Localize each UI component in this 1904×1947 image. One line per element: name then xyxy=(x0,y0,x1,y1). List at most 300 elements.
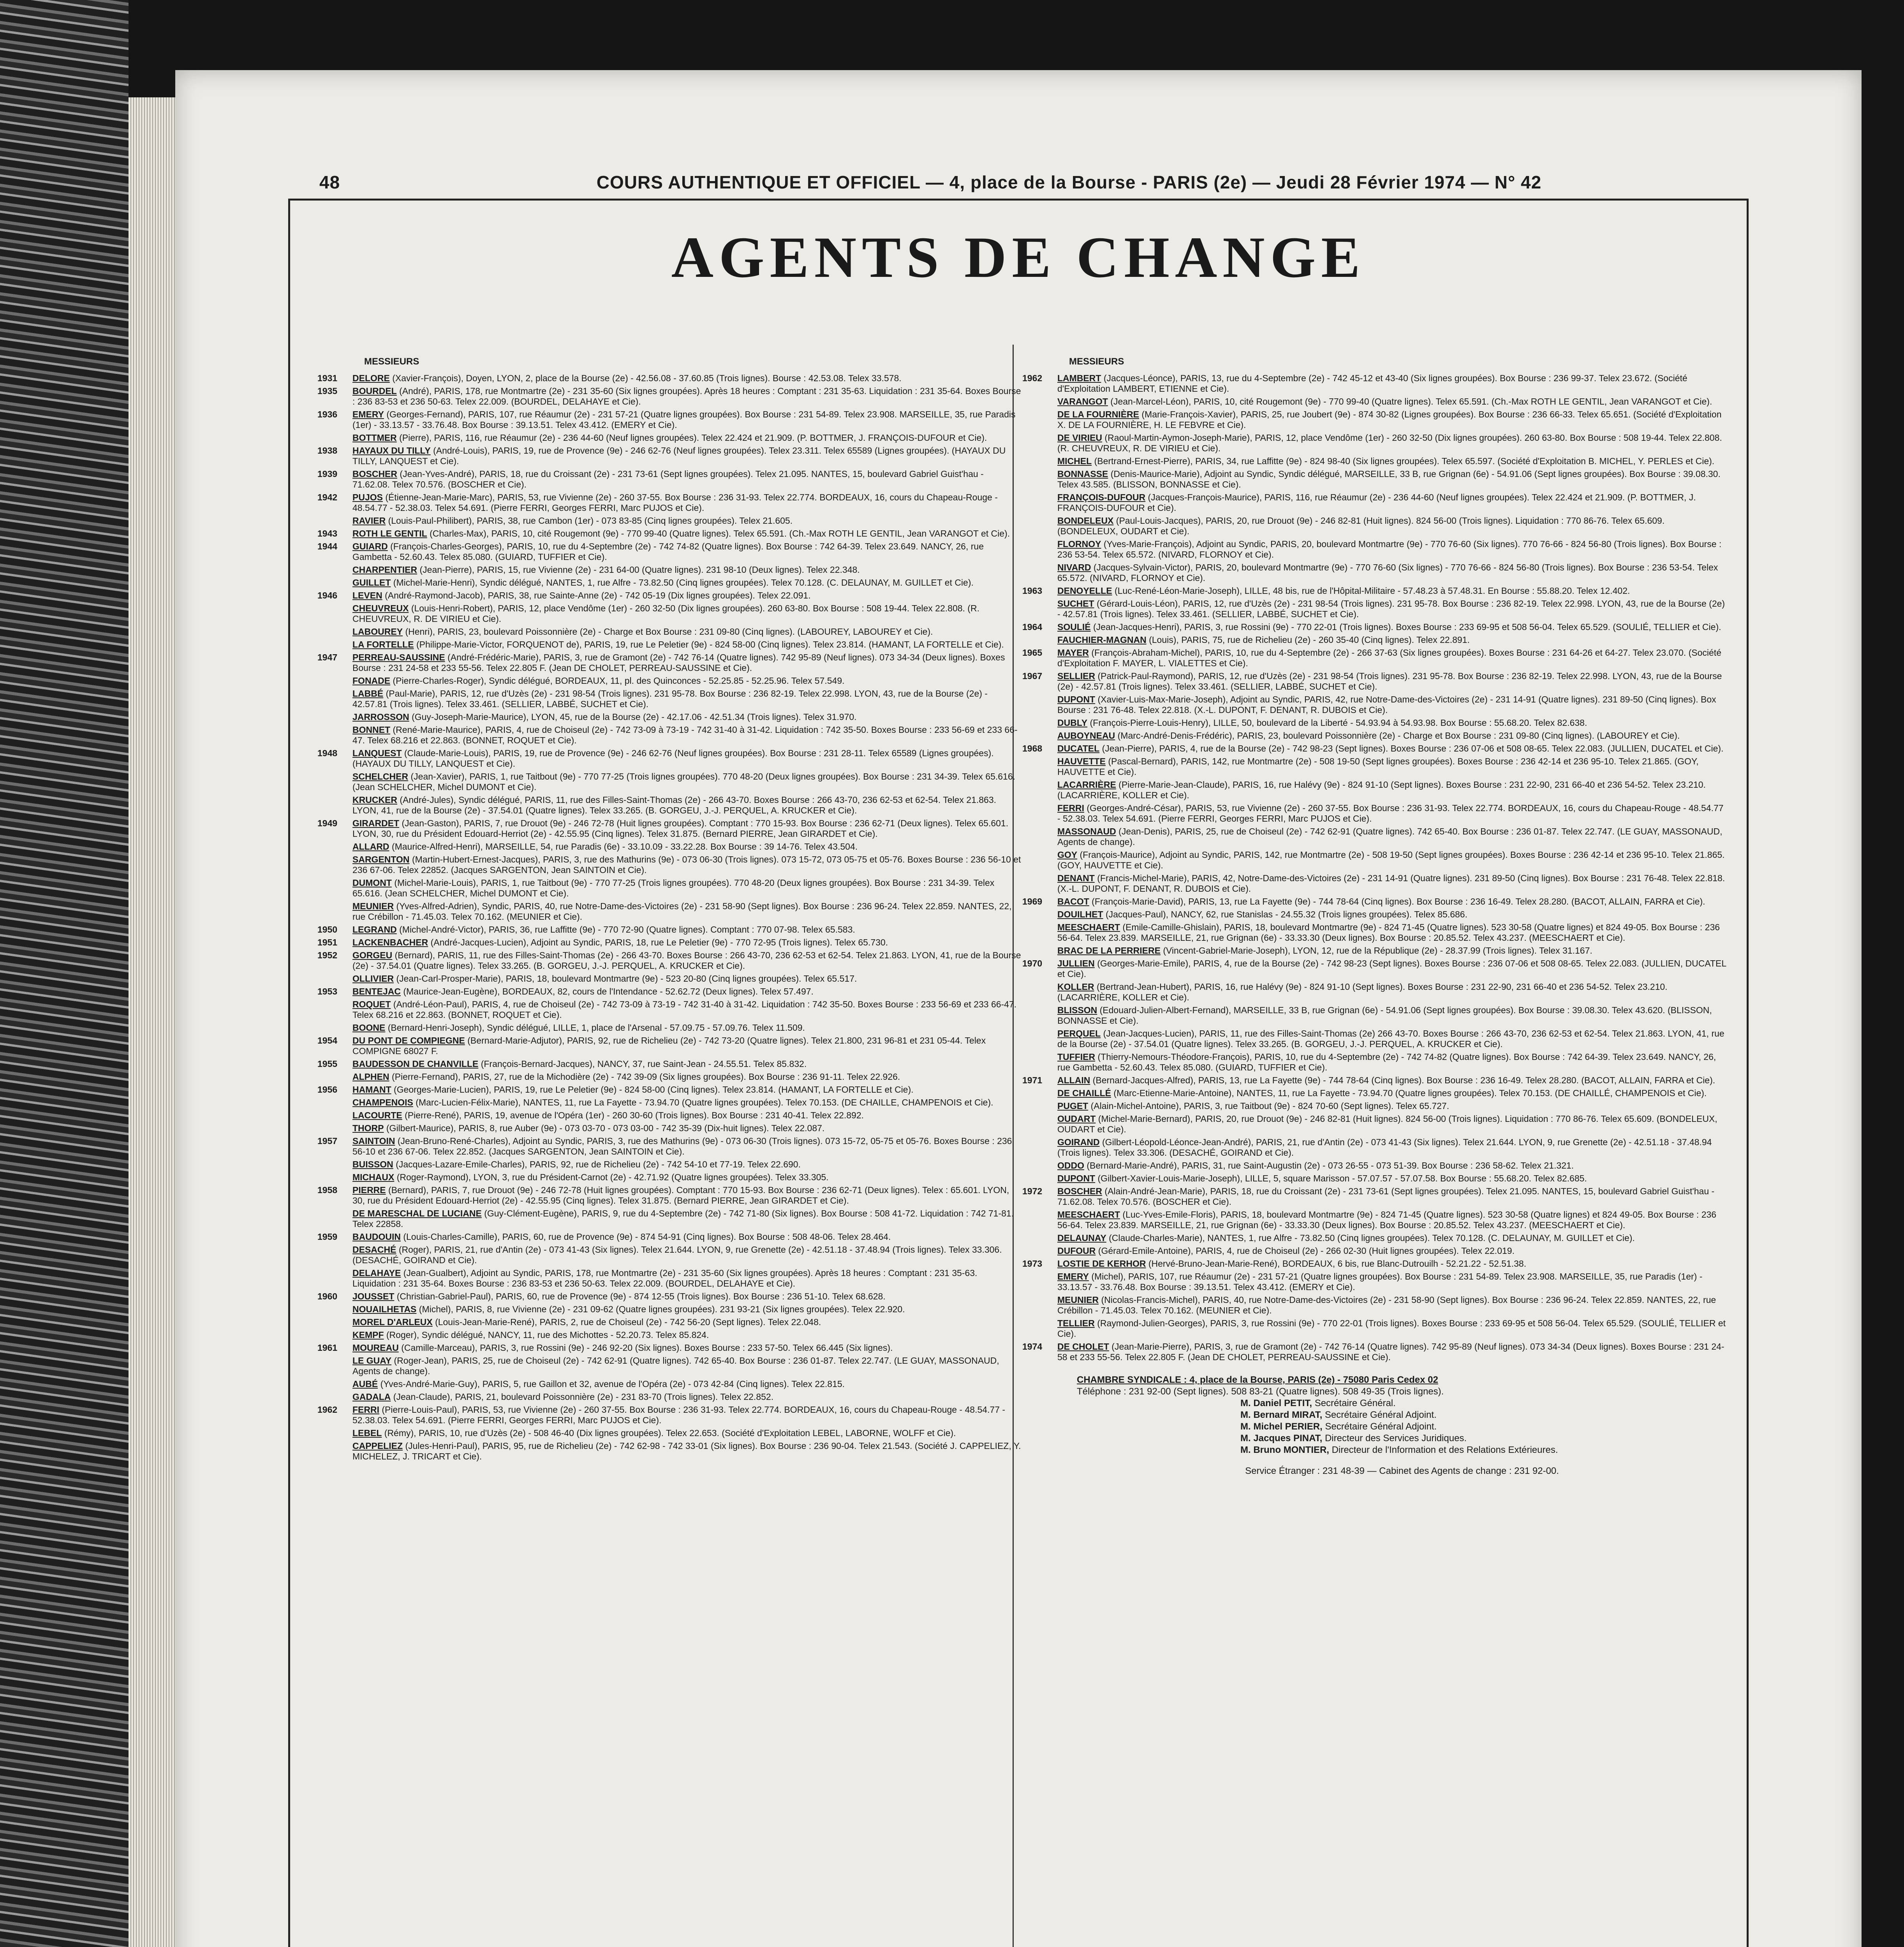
entry-year xyxy=(317,1023,352,1033)
agent-details: (Claude-Charles-Marie), NANTES, 1, rue Alfre - 73.82.50 (Cinq lignes groupées). Telex 70.128. (C. DELAUNAY, M. GUILLET et Cie). xyxy=(1109,1233,1635,1243)
entry-body xyxy=(1057,1341,1727,1363)
agent-entry xyxy=(1022,1209,1727,1231)
agent-details: (Yves-Alfred-Adrien), Syndic, PARIS, 40, rue Notre-Dame-des-Victoires (2e) - 231 58-90 (Sept lignes). Box Bourse : 236 96-24. Telex 22.859. NANTES, 22, rue Crébillon - 71.45.03. Telex 70.162. (MEUNIER et Cie). xyxy=(352,901,1012,922)
entry-body xyxy=(1057,1088,1727,1098)
entry-body xyxy=(1057,1173,1727,1184)
agent-details: (Gilbert-Léopold-Léonce-Jean-André), PARIS, 21, rue d'Antin (2e) - 073 41-43 (Six lignes). Telex 21.644. LYON, 9, rue Grenette (2e) - 42.51.18 - 37.48.94 (Trois lignes). Telex 33.306. (DESACHÉ, GOIRAND et Cie). xyxy=(1057,1137,1712,1158)
agent-details: (Roger), PARIS, 21, rue d'Antin (2e) - 073 41-43 (Six lignes). Telex 21.644. LYON, 9, rue Grenette (2e) - 42.51.18 - 37.48.94 (Trois lignes). Telex 33.306. (DESACHÉ, GOIRAND et Cie). xyxy=(352,1245,1002,1265)
entry-year: 1962 xyxy=(1022,373,1043,383)
agent-details: (Bertrand-Jean-Hubert), PARIS, 16, rue Halévy (9e) - 824 91-10 (Sept lignes). Boxes Bourse : 231 22-90, 231 66-40 et 236 54-52. Telex 23.210. (LACARRIÈRE, KOLLER et Cie). xyxy=(1057,982,1668,1002)
entry-body xyxy=(352,1072,1022,1082)
officer-role: Secrétaire Général Adjoint. xyxy=(1325,1421,1437,1432)
agent-details: (Maurice-Jean-Eugène), BORDEAUX, 82, cours de l'Intendance - 52.62.72 (Deux lignes). Telex 57.497. xyxy=(403,986,814,996)
entry-body xyxy=(1057,743,1727,754)
officer-name: M. Bruno MONTIER, xyxy=(1240,1445,1329,1455)
entry-body xyxy=(352,1123,1022,1134)
agent-name: NIVARD xyxy=(1057,562,1091,572)
entry-year xyxy=(1022,1101,1057,1111)
agent-name: DENANT xyxy=(1057,873,1095,883)
agent-name: HAYAUX DU TILLY xyxy=(352,445,431,456)
agent-details: (Pierre-Louis-Paul), PARIS, 53, rue Vivienne (2e) - 260 37-55. Box Bourse : 236 31-93. Telex 22.774. BORDEAUX, 16, cours du Chapeau-Rouge - 48.54.77 - 52.38.03. Telex 54.691. (Pierre FERRI, Georges FERRI, Marc PUJOS et Cie). xyxy=(352,1405,1006,1425)
agent-details: (Georges-Marie-Lucien), PARIS, 19, rue Le Peletier (9e) - 824 58-00 (Cinq lignes). Telex 23.814. (HAMANT, LA FORTELLE et Cie). xyxy=(394,1084,914,1095)
agent-details: (Vincent-Gabriel-Marie-Joseph), LYON, 12, rue de la République (2e) - 28.37.99 (Trois lignes). Telex 31.167. xyxy=(1163,945,1592,956)
agent-entry xyxy=(317,878,1022,899)
agent-entry xyxy=(317,1084,1022,1095)
agent-name: CHAMPENOIS xyxy=(352,1097,413,1107)
officer-role: Directeur des Services Juridiques. xyxy=(1325,1433,1467,1444)
agent-name: KRUCKER xyxy=(352,795,397,805)
agent-details: (Paul-Louis-Jacques), PARIS, 20, rue Drouot (9e) - 246 82-81 (Huit lignes). 824 56-00 (Trois lignes). Liquidation : 770 86-76. Telex 65.609. (BONDELEUX, OUDART et Cie). xyxy=(1057,516,1665,536)
agent-entry xyxy=(1022,622,1727,632)
entry-year xyxy=(317,1159,352,1170)
agent-list-left xyxy=(317,373,1022,1462)
agent-name: LABOUREY xyxy=(352,627,403,637)
entry-body xyxy=(352,1110,1022,1121)
entry-body xyxy=(352,516,1022,526)
entry-year xyxy=(317,1317,352,1327)
agent-name: KOLLER xyxy=(1057,982,1094,992)
entry-body xyxy=(352,676,1022,686)
agent-name: HAUVETTE xyxy=(1057,756,1106,766)
entry-year xyxy=(1022,1246,1057,1256)
agent-entry xyxy=(317,409,1022,430)
entry-year xyxy=(1022,694,1057,715)
agent-entry xyxy=(1022,373,1727,394)
entry-year: 1936 xyxy=(317,409,338,419)
entry-year: 1960 xyxy=(317,1291,338,1301)
officer-name: M. Michel PERIER, xyxy=(1240,1421,1323,1432)
agent-entry xyxy=(317,1428,1022,1438)
entry-body xyxy=(1057,1114,1727,1135)
agent-details: (Jacques-François-Maurice), PARIS, 116, rue Réaumur (2e) - 236 44-60 (Neuf lignes groupées). Telex 22.424 et 21.909. (P. BOTTMER, J. FRANÇOIS-DUFOUR et Cie). xyxy=(1057,492,1696,513)
agent-details: (Michel-Marie-Bernard), PARIS, 20, rue Drouot (9e) - 246 82-81 (Huit lignes). 824 56-00 (Trois lignes). Liquidation : 770 86-76. Telex 65.609. (BONDELEUX, OUDART et Cie). xyxy=(1057,1114,1717,1134)
agent-details: (Louis-Jean-Marie-René), PARIS, 2, rue de Choiseul (2e) - 742 56-20 (Sept lignes). Telex 22.048. xyxy=(435,1317,821,1327)
entry-year xyxy=(1022,731,1057,741)
entry-body xyxy=(352,1268,1022,1289)
agent-entry xyxy=(317,986,1022,997)
agent-entry xyxy=(1022,469,1727,490)
agent-details: (Jean-Bruno-René-Charles), Adjoint au Syndic, PARIS, 3, rue des Mathurins (9e) - 073 06-30 (Trois lignes). 073 15-72, 05-75 et 05-76. Boxes Bourse : 236 56-10 et 236 67-06. Telex 22.852. (Jacques SARGENTON, Jean SAINTOIN et Cie). xyxy=(352,1136,1012,1157)
agent-name: DESACHÉ xyxy=(352,1245,396,1255)
agent-details: (Bernard-Marie-André), PARIS, 31, rue Saint-Augustin (2e) - 073 26-55 - 073 51-39. Box Bourse : 236 58-62. Telex 21.321. xyxy=(1087,1160,1574,1171)
agent-name: MEESCHAERT xyxy=(1057,922,1120,932)
agent-entry xyxy=(317,1185,1022,1206)
agent-entry xyxy=(317,1405,1022,1426)
agent-entry xyxy=(317,1136,1022,1157)
agent-entry xyxy=(317,1441,1022,1462)
agent-name: JARROSSON xyxy=(352,712,409,722)
agent-entry xyxy=(317,528,1022,539)
entry-body xyxy=(352,950,1022,971)
agent-details: (Michel), PARIS, 107, rue Réaumur (2e) - 231 57-21 (Quatre lignes groupées). Box Bourse : 231 54-89. Telex 23.908. MARSEILLE, 35, rue Paradis (1er) - 33.13.57 - 33.76.48. Box Bourse : 39.13.51. Telex 43.412. (EMERY et Cie). xyxy=(1057,1271,1703,1292)
agent-details: (Francis-Michel-Marie), PARIS, 42, Notre-Dame-des-Victoires (2e) - 231 14-91 (Quatre lignes). 231 89-50 (Cinq lignes). Box Bourse : 231 76-48. Telex 22.818. (X.-L. DUPONT, F. DENANT, R. DUBOIS et Cie). xyxy=(1057,873,1725,894)
agent-entry xyxy=(317,841,1022,852)
entry-year xyxy=(1022,396,1057,407)
agent-name: DE LA FOURNIÈRE xyxy=(1057,409,1139,419)
agent-entry xyxy=(1022,539,1727,560)
agent-name: LACARRIÈRE xyxy=(1057,780,1116,790)
entry-body xyxy=(352,1379,1022,1389)
agent-name: BENTEJAC xyxy=(352,986,401,996)
agent-details: (Louis-Paul-Philibert), PARIS, 38, rue Cambon (1er) - 073 83-85 (Cinq lignes groupées). Telex 21.605. xyxy=(388,516,793,526)
agent-entry xyxy=(1022,1160,1727,1171)
entry-body xyxy=(352,652,1022,673)
agent-entry xyxy=(1022,1088,1727,1098)
entry-year xyxy=(317,627,352,637)
agent-entry xyxy=(317,1110,1022,1121)
entry-body xyxy=(352,854,1022,875)
entry-year xyxy=(317,1356,352,1377)
entry-year xyxy=(317,795,352,816)
entry-body xyxy=(1057,1246,1727,1256)
entry-year xyxy=(317,1172,352,1183)
agent-entry xyxy=(317,688,1022,709)
agent-details: (Bernard), PARIS, 11, rue des Filles-Saint-Thomas (2e) - 266 43-70. Boxes Bourse : 266 43-70, 236 62-53 et 62-54. Telex 21.863. LYON, 41, rue de la Bourse (2e) - 37.54.01 (Quatre lignes). Telex 33.265. (B. GORGEU, J.-J. PERQUEL, A. KRUCKER et Cie). xyxy=(352,950,1021,971)
agent-name: LEBEL xyxy=(352,1428,382,1438)
entry-year: 1973 xyxy=(1022,1259,1043,1269)
agent-details: (Martin-Hubert-Ernest-Jacques), PARIS, 3, rue des Mathurins (9e) - 073 06-30 (Trois lignes). 073 15-72, 073 05-75 et 05-76. Boxes Bourse : 236 56-10 et 236 67-06. Telex 22852. (Jacques SARGENTON, Jean SAINTOIN et Cie). xyxy=(352,854,1021,875)
agent-details: (Louis-Henri-Robert), PARIS, 12, place Vendôme (1er) - 260 32-50 (Dix lignes groupées). 260 63-80. Box Bourse : 508 19-44. Telex 22.808. (R. CHEUVREUX, R. DE VIRIEU et Cie). xyxy=(352,603,979,624)
agent-entry xyxy=(1022,1233,1727,1243)
agent-details: (Jean-Carl-Prosper-Marie), PARIS, 18, boulevard Montmartre (9e) - 523 20-80 (Cinq lignes groupées). Telex 65.517. xyxy=(396,974,857,984)
entry-year xyxy=(317,841,352,852)
entry-body xyxy=(352,1159,1022,1170)
agent-entry xyxy=(1022,958,1727,979)
agent-details: (Jean-Jacques-Henri), PARIS, 3, rue Rossini (9e) - 770 22-01 (Trois lignes). Boxes Bourse : 233 69-95 et 508 56-04. Telex 65.529. (SOULIÉ, TELLIER et Cie). xyxy=(1093,622,1721,632)
entry-body xyxy=(352,1172,1022,1183)
agent-entry xyxy=(1022,1052,1727,1073)
agent-entry xyxy=(1022,1341,1727,1363)
entry-body xyxy=(1057,492,1727,513)
agent-name: TUFFIER xyxy=(1057,1052,1096,1062)
entry-body xyxy=(1057,1209,1727,1231)
agent-name: FERRI xyxy=(352,1405,379,1415)
agent-name: CHEUVREUX xyxy=(352,603,409,613)
agent-details: (Edouard-Julien-Albert-Fernand), MARSEILLE, 33 B, rue Grignan (6e) - 54.91.06 (Sept lignes groupées). Box Bourse : 39.08.30. Telex 43.620. (BLISSON, BONNASSE et Cie). xyxy=(1057,1005,1712,1026)
agent-details: (Maurice-Alfred-Henri), MARSEILLE, 54, rue Paradis (6e) - 33.10.09 - 33.22.28. Box Bourse : 39 14-76. Telex 43.504. xyxy=(391,841,858,852)
agent-name: DELORE xyxy=(352,373,390,383)
entry-year xyxy=(1022,1052,1057,1073)
agent-name: TELLIER xyxy=(1057,1318,1095,1328)
entry-body xyxy=(1057,1271,1727,1292)
agent-details: (Marc-Etienne-Marie-Antoine), NANTES, 11, rue La Fayette - 73.94.70 (Quatre lignes groupées). Telex 70.153. (DE CHAILLÉ, CHAMPENOIS et Cie). xyxy=(1113,1088,1707,1098)
agent-details: (Pierre-Charles-Roger), Syndic délégué, BORDEAUX, 11, pl. des Quinconces - 52.25.85 - 52.25.96. Telex 57.549. xyxy=(393,676,845,686)
entry-year: 1950 xyxy=(317,924,338,935)
entry-body xyxy=(1057,958,1727,979)
entry-year xyxy=(317,878,352,899)
entry-year xyxy=(1022,803,1057,824)
agent-name: BOSCHER xyxy=(1057,1186,1103,1196)
entry-body xyxy=(352,974,1022,984)
agent-details: (Yves-Marie-François), Adjoint au Syndic, PARIS, 20, boulevard Montmartre (9e) - 770 76-60 (Six lignes). 770 76-66 - 824 56-80 (Trois lignes). Box Bourse : 236 53-54. Telex 65.572. (NIVARD, FLORNOY et Cie). xyxy=(1057,539,1722,560)
content-frame xyxy=(288,199,1749,1947)
agent-details: (Alain-Michel-Antoine), PARIS, 3, rue Taitbout (9e) - 824 70-60 (Sept lignes). Telex 65.727. xyxy=(1090,1101,1450,1111)
entry-year xyxy=(317,603,352,624)
agent-entry xyxy=(317,627,1022,637)
entry-body xyxy=(352,1291,1022,1302)
agent-entry xyxy=(1022,731,1727,741)
agent-entry xyxy=(317,541,1022,562)
agent-details: (Xavier-Luis-Max-Marie-Joseph), Adjoint au Syndic, PARIS, 42, rue Notre-Dame-des-Victoires (2e) - 231 14-91 (Quatre lignes). 231 89-50 (Cinq lignes). Box Bourse : 231 76-48. Telex 22.818. (X.-L. DUPONT, F. DENANT, R. DUBOIS et Cie). xyxy=(1057,694,1716,715)
agent-name: ALPHEN xyxy=(352,1072,389,1082)
agent-name: PERQUEL xyxy=(1057,1028,1101,1039)
agent-details: (Camille-Marceau), PARIS, 3, rue Rossini (9e) - 246 92-20 (Six lignes). Boxes Bourse : 233 57-50. Telex 66.445 (Six lignes). xyxy=(401,1343,893,1353)
agent-details: (André-Raymond-Jacob), PARIS, 38, rue Sainte-Anne (2e) - 742 05-19 (Dix lignes groupées). Telex 22.091. xyxy=(385,590,811,600)
agent-name: LE GUAY xyxy=(352,1356,392,1366)
entry-year xyxy=(1022,562,1057,583)
agent-name: EMERY xyxy=(1057,1271,1089,1282)
agent-details: (Guy-Clément-Eugène), PARIS, 9, rue du 4-Septembre (2e) - 742 71-80 (Six lignes). Box Bourse : 508 41-72. Liquidation : 742 71-81. Telex 22858. xyxy=(352,1208,1014,1229)
entry-year xyxy=(1022,826,1057,847)
entry-year xyxy=(1022,1137,1057,1158)
agent-details: (Jean-Denis), PARIS, 25, rue de Choiseul (2e) - 742 62-91 (Quatre lignes). 742 65-40. Box Bourse : 236 01-87. Telex 22.747. (LE GUAY, MASSONAUD, Agents de change). xyxy=(1057,826,1723,847)
column-heading: MESSIEURS xyxy=(364,356,419,367)
entry-year xyxy=(317,725,352,746)
entry-year xyxy=(1022,780,1057,801)
entry-body xyxy=(352,469,1022,490)
entry-year xyxy=(317,1245,352,1266)
agent-entry xyxy=(1022,409,1727,430)
agent-entry xyxy=(317,924,1022,935)
agent-details: (Louis-Charles-Camille), PARIS, 60, rue de Provence (9e) - 874 54-91 (Cinq lignes). Box Bourse : 508 48-06. Telex 28.464. xyxy=(403,1232,891,1242)
entry-body xyxy=(352,409,1022,430)
entry-body xyxy=(352,1317,1022,1327)
agent-entry xyxy=(317,1232,1022,1242)
officer-line xyxy=(1077,1433,1727,1444)
entry-body xyxy=(1057,1005,1727,1026)
entry-body xyxy=(352,577,1022,588)
agent-details: (Yves-André-Marie-Guy), PARIS, 5, rue Gaillon et 32, avenue de l'Opéra (2e) - 073 42-84 (Cinq lignes). Telex 22.815. xyxy=(380,1379,845,1389)
agent-entry xyxy=(317,1317,1022,1327)
entry-year xyxy=(1022,1271,1057,1292)
entry-year xyxy=(317,516,352,526)
entry-year xyxy=(317,433,352,443)
chambre-phone: Téléphone : 231 92-00 (Sept lignes). 508 83-21 (Quatre lignes). 508 49-35 (Trois lignes). xyxy=(1077,1386,1444,1397)
entry-body xyxy=(1057,433,1727,454)
agent-details: (Marie-François-Xavier), PARIS, 25, rue Joubert (9e) - 874 30-82 (Lignes groupées). Box Bourse : 236 66-33. Telex 65.651. (Société d'Exploitation X. DE LA FOURNIÈRE, H. LE FEBVRE et Cie). xyxy=(1057,409,1722,430)
entry-body xyxy=(1057,516,1727,537)
entry-body xyxy=(1057,896,1727,907)
agent-details: (Pierre-Fernand), PARIS, 27, rue de la Michodière (2e) - 742 39-09 (Six lignes groupées). Box Bourse : 236 91-11. Telex 22.926. xyxy=(391,1072,900,1082)
agent-entry xyxy=(1022,648,1727,669)
agent-details: (Étienne-Jean-Marie-Marc), PARIS, 53, rue Vivienne (2e) - 260 37-55. Box Bourse : 236 31-93. Telex 22.774. BORDEAUX, 16, cours du Chapeau-Rouge - 48.54.77 - 52.38.03. Telex 54.691. (Pierre FERRI, Georges FERRI, Marc PUJOS et Cie). xyxy=(352,492,998,513)
entry-body xyxy=(352,565,1022,575)
agent-details: (François-Bernard-Jacques), NANCY, 37, rue Saint-Jean - 24.55.51. Telex 85.832. xyxy=(481,1059,807,1069)
entry-year xyxy=(1022,873,1057,894)
entry-year xyxy=(1022,756,1057,777)
agent-entry xyxy=(317,1059,1022,1069)
entry-year xyxy=(1022,1028,1057,1049)
entry-year xyxy=(317,1268,352,1289)
entry-body xyxy=(1057,1028,1727,1049)
entry-body xyxy=(352,878,1022,899)
entry-body xyxy=(1057,1318,1727,1339)
entry-year xyxy=(317,676,352,686)
entry-year xyxy=(1022,1295,1057,1316)
agent-name: RAVIER xyxy=(352,516,386,526)
entry-year: 1974 xyxy=(1022,1341,1043,1352)
agent-name: MEUNIER xyxy=(1057,1295,1099,1305)
entry-body xyxy=(352,1136,1022,1157)
agent-entry xyxy=(1022,433,1727,454)
agent-details: (Guy-Joseph-Marie-Maurice), LYON, 45, rue de la Bourse (2e) - 42.17.06 - 42.51.34 (Trois lignes). Telex 31.970. xyxy=(412,712,857,722)
agent-entry xyxy=(317,590,1022,601)
agent-entry xyxy=(1022,982,1727,1003)
entry-body xyxy=(1057,922,1727,943)
agent-name: MASSONAUD xyxy=(1057,826,1116,836)
agent-details: (François-Maurice), Adjoint au Syndic, PARIS, 142, rue Montmartre (2e) - 508 19-50 (Sept lignes groupées). Boxes Bourse : 236 42-14 et 236 95-10. Telex 21.865. (GOY, HAUVETTE et Cie). xyxy=(1057,850,1725,870)
agent-entry xyxy=(317,1379,1022,1389)
agent-details: (Gérard-Emile-Antoine), PARIS, 4, rue de Choiseul (2e) - 266 02-30 (Huit lignes groupées). Telex 22.019. xyxy=(1098,1246,1515,1256)
agent-details: (Philippe-Marie-Victor, FORQUENOT de), PARIS, 19, rue Le Peletier (9e) - 824 58-00 (Cinq lignes). Telex 23.814. (HAMANT, LA FORTELLE et Cie). xyxy=(416,639,1004,650)
entry-body xyxy=(352,639,1022,650)
entry-body xyxy=(1057,718,1727,728)
agent-name: JOUSSET xyxy=(352,1291,395,1301)
agent-name: GOIRAND xyxy=(1057,1137,1100,1147)
entry-year xyxy=(317,1304,352,1315)
agent-name: BRAC DE LA PERRIERE xyxy=(1057,945,1161,956)
agent-name: DUMONT xyxy=(352,878,392,888)
entry-year xyxy=(317,1379,352,1389)
agent-name: ALLARD xyxy=(352,841,389,852)
book-binding xyxy=(0,0,129,1947)
chambre-syndicale xyxy=(1077,1374,1727,1477)
entry-body xyxy=(352,986,1022,997)
officer-role: Secrétaire Général Adjoint. xyxy=(1325,1410,1437,1420)
entry-year xyxy=(317,1208,352,1229)
agent-entry xyxy=(317,712,1022,722)
agent-details: (Jacques-Lazare-Emile-Charles), PARIS, 92, rue de Richelieu (2e) - 742 54-10 et 77-19. Telex 22.690. xyxy=(396,1159,801,1169)
agent-entry xyxy=(1022,635,1727,645)
entry-body xyxy=(352,386,1022,407)
entry-body xyxy=(1057,909,1727,920)
agent-entry xyxy=(317,469,1022,490)
entry-body xyxy=(1057,1101,1727,1111)
agent-details: (Paul-Marie), PARIS, 12, rue d'Uzès (2e) - 231 98-54 (Trois lignes). 231 95-78. Box Bourse : 236 82-19. Telex 22.998. LYON, 43, rue de la Bourse (2e) - 42.57.81 (Trois lignes). Telex 33.461. (SELLIER, LABBÉ, SUCHET et Cie). xyxy=(352,688,988,709)
entry-body xyxy=(1057,1137,1727,1158)
agent-name: DOUILHET xyxy=(1057,909,1103,919)
agent-name: DUFOUR xyxy=(1057,1246,1096,1256)
entry-year: 1955 xyxy=(317,1059,338,1069)
agent-name: DELAHAYE xyxy=(352,1268,401,1278)
agent-name: BONNET xyxy=(352,725,391,735)
agent-details: (Gilbert-Xavier-Louis-Marie-Joseph), LILLE, 5, square Marisson - 57.07.57 - 57.07.58. Box Bourse : 55.68.20. Telex 82.685. xyxy=(1097,1173,1587,1183)
agent-details: (Emile-Camille-Ghislain), PARIS, 18, boulevard Montmartre (9e) - 824 71-45 (Quatre lignes). 523 30-58 (Quatre lignes) et 824 49-05. Box Bourse : 236 56-64. Telex 23.839. MARSEILLE, 21, rue Grignan (6e) - 33.33.30 (Deux lignes). Box Bourse : 20.85.52. Telex 43.237. (MEESCHAERT et Cie). xyxy=(1057,922,1720,943)
agent-entry xyxy=(1022,516,1727,537)
entry-year xyxy=(1022,635,1057,645)
column-heading: MESSIEURS xyxy=(1069,356,1124,367)
agent-details: (François-Marie-David), PARIS, 13, rue La Fayette (9e) - 744 78-64 (Cinq lignes). Box Bourse : 236 16-49. Telex 28.280. (BACOT, ALLAIN, FARRA et Cie). xyxy=(1092,896,1705,907)
entry-year xyxy=(1022,1160,1057,1171)
agent-details: (Jean-Marie-Pierre), PARIS, 3, rue de Gramont (2e) - 742 76-14 (Quatre lignes). 742 95-89 (Neuf lignes). 073 34-34 (Deux lignes). Boxes Bourse : 231 24-58 et 233 55-56. Telex 22.805 F. (Jean DE CHOLET, PERREAU-SAUSSINE et Cie). xyxy=(1057,1341,1724,1362)
entry-body xyxy=(1057,1295,1727,1316)
agent-name: KEMPF xyxy=(352,1330,384,1340)
agent-entry xyxy=(317,1123,1022,1134)
entry-body xyxy=(352,1185,1022,1206)
agent-details: (Pierre-Marie-Jean-Claude), PARIS, 16, rue Halévy (9e) - 824 91-10 (Sept lignes). Boxes Bourse : 231 22-90, 231 66-40 et 236 54-52. Telex 23.210. (LACARRIÈRE, KOLLER et Cie). xyxy=(1057,780,1706,800)
agent-details: (Jean-Gaston), PARIS, 7, rue Drouot (9e) - 246 72-78 (Huit lignes groupées). Comptant : 770 15-93. Box Bourse : 236 62-71 (Deux lignes). Telex 65.601. LYON, 30, rue du Président Edouard-Herriot (2e) - 42.55.95 (Cinq lignes). Telex 31.875. (Bernard PIERRE, Jean GIRARDET et Cie). xyxy=(352,818,1009,839)
agent-details: (Pascal-Bernard), PARIS, 142, rue Montmartre (2e) - 508 19-50 (Sept lignes groupées). Boxes Bourse : 236 42-14 et 236 95-10. Telex 21.865. (GOY, HAUVETTE et Cie). xyxy=(1057,756,1699,777)
agent-name: MOUREAU xyxy=(352,1343,399,1353)
entry-body xyxy=(352,725,1022,746)
agent-details: (Jean-Pierre), PARIS, 4, rue de la Bourse (2e) - 742 98-23 (Sept lignes). Boxes Bourse : 236 07-06 et 508 08-65. Telex 22.083. (JULLIEN, DUCATEL et Cie). xyxy=(1102,743,1724,753)
agent-entry xyxy=(317,748,1022,769)
newspaper-page xyxy=(175,70,1862,1947)
agent-details: (Thierry-Nemours-Théodore-François), PARIS, 10, rue du 4-Septembre (2e) - 742 74-82 (Quatre lignes). Box Bourse : 742 64-39. Telex 23.649. NANCY, 26, rue Gambetta - 52.60.43. Telex 85.080. (GUIARD, TUFFIER et Cie). xyxy=(1057,1052,1716,1072)
entry-year xyxy=(317,854,352,875)
agent-name: DE CHOLET xyxy=(1057,1341,1109,1352)
agent-name: ALLAIN xyxy=(1057,1075,1090,1085)
agent-name: MEESCHAERT xyxy=(1057,1209,1120,1220)
agent-name: GUILLET xyxy=(352,577,391,588)
entry-year xyxy=(1022,469,1057,490)
agent-details: (Jacques-Léonce), PARIS, 13, rue du 4-Septembre (2e) - 742 45-12 et 43-40 (Six lignes groupées). Box Bourse : 236 99-37. Telex 23.672. (Société d'Exploitation LAMBERT, ETIENNE et Cie). xyxy=(1057,373,1687,394)
entry-year: 1957 xyxy=(317,1136,338,1146)
agent-entry xyxy=(1022,1259,1727,1269)
agent-details: (Claude-Marie-Louis), PARIS, 19, rue de Provence (9e) - 246 62-76 (Neuf lignes groupées). Box Bourse : 231 28-11. Telex 65589 (Lignes groupées). (HAYAUX DU TILLY, LANQUEST et Cie). xyxy=(352,748,994,769)
agent-details: (Denis-Maurice-Marie), Adjoint au Syndic, Syndic délégué, MARSEILLE, 33 B, rue Grignan (6e) - 54.91.06 (Sept lignes groupées). Box Bourse : 39.08.30. Telex 43.585. (BLISSON, BONNASSE et Cie). xyxy=(1057,469,1721,489)
agent-name: DU PONT DE COMPIEGNE xyxy=(352,1035,465,1046)
agent-details: (André-Jules), Syndic délégué, PARIS, 11, rue des Filles-Saint-Thomas (2e) - 266 43-70. Boxes Bourse : 266 43-70, 236 62-53 et 62-54. Telex 21.863. LYON, 41, rue de la Bourse (2e) - 37.54.01 (Quatre lignes). Telex 33.265. (B. GORGEU, J.-J. PERQUEL, A. KRUCKER et Cie). xyxy=(352,795,997,815)
entry-body xyxy=(352,818,1022,839)
entry-year: 1956 xyxy=(317,1084,338,1095)
entry-body xyxy=(352,373,1022,384)
agent-entry xyxy=(1022,396,1727,407)
agent-details: (André), PARIS, 178, rue Montmartre (2e) - 231 35-60 (Six lignes groupées). Après 18 heures : Comptant : 231 35-63. Liquidation : 231 35-64. Boxes Bourse : 236 83-53 et 236 50-63. Telex 22.009. (BOURDEL, DELAHAYE et Cie). xyxy=(352,386,1021,407)
entry-year: 1970 xyxy=(1022,958,1043,968)
entry-body xyxy=(1057,456,1727,467)
agent-name: EMERY xyxy=(352,409,384,419)
entry-body xyxy=(1057,1259,1727,1269)
entry-body xyxy=(1057,648,1727,669)
agent-details: (Bernard), PARIS, 7, rue Drouot (9e) - 246 72-78 (Huit lignes groupées). Comptant : 770 15-93. Box Bourse : 236 62-71 (Deux lignes). Telex : 65.601. LYON, 30, rue du Président Edouard-Herriot (2e) - 42.55.95 (Cinq lignes). Telex 31.875. (Bernard PIERRE, Jean GIRARDET et Cie). xyxy=(352,1185,1009,1206)
entry-year xyxy=(1022,718,1057,728)
entry-body xyxy=(1057,562,1727,583)
agent-details: (Jean-Yves-André), PARIS, 18, rue du Croissant (2e) - 231 73-61 (Sept lignes groupées). Telex 21.095. NANTES, 15, boulevard Gabriel Guist'hau - 71.62.08. Telex 70.576. (BOSCHER et Cie). xyxy=(352,469,984,489)
agent-name: BUISSON xyxy=(352,1159,393,1169)
agent-entry xyxy=(317,937,1022,948)
entry-body xyxy=(1057,873,1727,894)
agent-entry xyxy=(1022,743,1727,754)
agent-name: LEGRAND xyxy=(352,924,397,935)
agent-name: SELLIER xyxy=(1057,671,1096,681)
entry-year xyxy=(317,1392,352,1402)
entry-body xyxy=(1057,1160,1727,1171)
entry-year: 1943 xyxy=(317,528,338,539)
agent-details: (Jean-Marcel-Léon), PARIS, 10, cité Rougemont (9e) - 770 99-40 (Quatre lignes). Telex 65.591. (Ch.-Max ROTH LE GENTIL, Jean VARANGOT et Cie). xyxy=(1110,396,1712,407)
agent-name: DUBLY xyxy=(1057,718,1088,728)
agent-details: (Nicolas-Francis-Michel), PARIS, 40, rue Notre-Dame-des-Victoires (2e) - 231 58-90 (Sept lignes). Box Bourse : 236 96-24. Telex 22.859. NANTES, 22, rue Crébillon - 71.45.03. Telex 70.162. (MEUNIER et Cie). xyxy=(1057,1295,1716,1315)
agent-name: LABBÉ xyxy=(352,688,384,699)
agent-name: MEUNIER xyxy=(352,901,394,911)
agent-entry xyxy=(317,516,1022,526)
agent-name: GADALA xyxy=(352,1392,391,1402)
agent-entry xyxy=(1022,586,1727,596)
entry-body xyxy=(352,937,1022,948)
officer-name: M. Bernard MIRAT, xyxy=(1240,1410,1323,1420)
right-column xyxy=(1022,356,1727,1947)
agent-details: (Roger-Raymond), LYON, 3, rue du Président-Carnot (2e) - 42.71.92 (Quatre lignes groupées). Telex 33.305. xyxy=(396,1172,829,1182)
agent-name: DUPONT xyxy=(1057,1173,1096,1183)
agent-entry xyxy=(317,1291,1022,1302)
entry-body xyxy=(352,1097,1022,1108)
agent-entry xyxy=(317,974,1022,984)
agent-details: (Louis), PARIS, 75, rue de Richelieu (2e) - 260 35-40 (Cinq lignes). Telex 22.891. xyxy=(1149,635,1470,645)
agent-details: (Patrick-Paul-Raymond), PARIS, 12, rue d'Uzès (2e) - 231 98-54 (Trois lignes). 231 95-78. Box Bourse : 236 82-19. Telex 22.998. LYON, 43, rue de la Bourse (2e) - 42.57.81 (Trois lignes). Telex 33.461. (SELLIER, LABBÉ, SUCHET et Cie). xyxy=(1057,671,1722,692)
agent-details: (Bertrand-Ernest-Pierre), PARIS, 34, rue Laffitte (9e) - 824 98-40 (Six lignes groupées). Telex 65.597. (Société d'Exploitation B. MICHEL, Y. PERLES et Cie). xyxy=(1094,456,1715,466)
entry-body xyxy=(352,771,1022,792)
agent-entry xyxy=(1022,718,1727,728)
